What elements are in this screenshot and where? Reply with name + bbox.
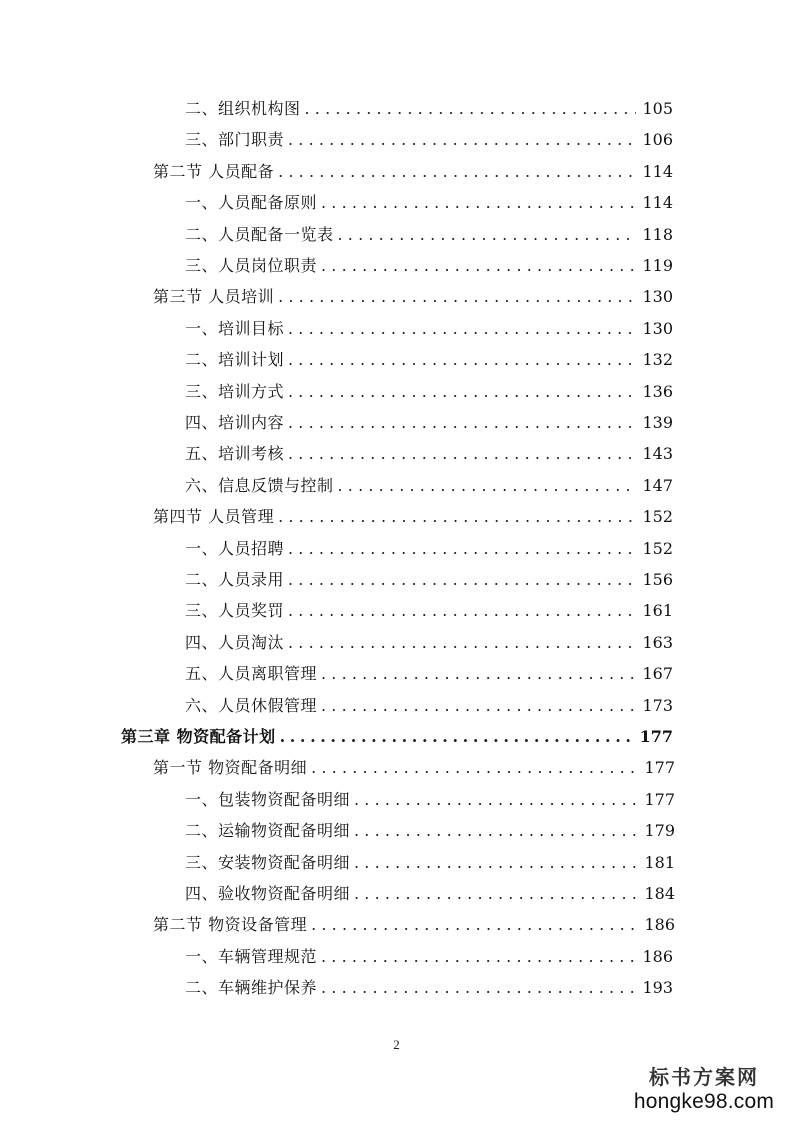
toc-entry-title: 第三章 物资配备计划 [121,727,276,746]
toc-entry-page-number: 139 [642,413,673,432]
toc-dot-leader [350,815,638,846]
toc-subsection-entry[interactable] [185,564,673,595]
toc-entry-page-number: 136 [642,381,673,401]
toc-entry-title: 二、组织机构图 [185,99,301,118]
toc-entry-page-number: 184 [644,884,675,903]
toc-dot-leader [307,752,638,783]
toc-section-entry[interactable] [153,156,673,187]
toc-entry-title: 一、培训目标 [185,318,285,338]
toc-subsection-entry[interactable] [185,533,673,564]
toc-dot-leader [284,595,636,626]
toc-entry-page-number: 118 [642,224,673,244]
toc-dot-leader [317,972,636,1003]
toc-entry-page-number: 181 [644,852,675,872]
toc-section-entry[interactable] [153,909,675,940]
toc-entry-page-number: 179 [644,821,675,841]
toc-entry-page-number: 186 [642,946,673,966]
toc-dot-leader [274,281,636,312]
toc-dot-leader [284,627,636,658]
toc-subsection-entry[interactable] [185,815,675,846]
toc-subsection-entry[interactable] [185,690,673,721]
toc-entry-title: 三、人员岗位职责 [185,256,318,275]
toc-entry-title: 一、人员配备原则 [185,193,318,213]
toc-dot-leader [317,658,636,689]
toc-subsection-entry[interactable] [185,313,673,344]
toc-entry-title: 三、安装物资配备明细 [185,852,351,872]
toc-entry-page-number: 152 [642,538,673,558]
toc-entry-page-number: 130 [642,287,673,307]
toc-dot-leader [284,124,636,155]
toc-entry-title: 四、验收物资配备明细 [185,884,351,903]
toc-entry-title: 第三节 人员培训 [153,287,275,307]
toc-entry-page-number: 167 [642,664,673,684]
toc-entry-page-number: 193 [642,978,673,998]
toc-subsection-entry[interactable] [185,187,673,218]
toc-section-entry[interactable] [153,752,675,783]
toc-dot-leader [276,721,634,752]
toc-dot-leader [274,501,636,532]
toc-dot-leader [284,376,636,407]
toc-entry-title: 第二节 人员配备 [153,161,275,181]
toc-entry-page-number: 186 [644,915,675,935]
toc-entry-title: 六、人员休假管理 [185,695,318,715]
toc-dot-leader [284,438,636,469]
toc-subsection-entry[interactable] [185,627,673,658]
toc-entry-page-number: 177 [644,789,675,809]
toc-entry-page-number: 119 [642,256,673,275]
toc-dot-leader [317,187,636,218]
toc-entry-title: 第四节 人员管理 [153,507,275,527]
toc-dot-leader [350,847,638,878]
toc-entry-page-number: 105 [642,99,673,118]
toc-dot-leader [334,470,637,501]
toc-dot-leader [317,250,636,281]
toc-chapter-entry[interactable] [121,721,673,752]
toc-subsection-entry[interactable] [185,784,675,815]
toc-entry-title: 一、车辆管理规范 [185,946,318,966]
watermark-url-text: hongke98.com [633,1090,775,1113]
toc-dot-leader [284,407,636,438]
toc-entry-page-number: 177 [644,758,675,778]
toc-entry-title: 三、培训方式 [185,381,285,401]
toc-entry-page-number: 156 [642,570,673,589]
toc-dot-leader [284,564,636,595]
toc-dot-leader [350,784,638,815]
toc-entry-page-number: 152 [642,507,673,527]
toc-subsection-entry[interactable] [185,878,675,909]
toc-dot-leader [334,219,637,250]
toc-subsection-entry[interactable] [185,407,673,438]
toc-entry-title: 四、人员淘汰 [185,632,285,652]
toc-entry-title: 五、培训考核 [185,444,285,464]
toc-dot-leader [284,344,636,375]
toc-section-entry[interactable] [153,501,673,532]
watermark-logo [629,1064,779,1114]
toc-dot-leader [350,878,638,909]
toc-entry-title: 二、人员配备一览表 [185,224,334,244]
toc-entry-page-number: 143 [642,444,673,464]
toc-subsection-entry[interactable] [185,344,673,375]
toc-entry-page-number: 130 [642,318,673,338]
toc-entry-title: 二、培训计划 [185,350,285,370]
toc-entry-page-number: 114 [642,193,673,213]
toc-entry-title: 六、信息反馈与控制 [185,475,334,495]
toc-entry-title: 二、人员录用 [185,570,285,589]
toc-entry-title: 二、运输物资配备明细 [185,821,351,841]
toc-subsection-entry[interactable] [185,219,673,250]
toc-section-entry[interactable] [153,281,673,312]
toc-entry-page-number: 177 [639,727,673,746]
toc-dot-leader [317,690,636,721]
toc-entry-title: 三、部门职责 [185,130,285,150]
toc-subsection-entry[interactable] [185,847,675,878]
toc-entry-page-number: 106 [642,130,673,150]
page-number: 2 [393,1037,400,1052]
toc-entry-page-number: 163 [642,632,673,652]
toc-dot-leader [307,909,638,940]
toc-entry-title: 四、培训内容 [185,413,285,432]
toc-dot-leader [301,93,637,124]
toc-entry-page-number: 132 [642,350,673,370]
toc-entry-page-number: 147 [642,475,673,495]
toc-entry-title: 一、人员招聘 [185,538,285,558]
toc-dot-leader [284,533,636,564]
toc-entry-title: 五、人员离职管理 [185,664,318,684]
toc-subsection-entry[interactable] [185,438,673,469]
toc-subsection-entry[interactable] [185,376,673,407]
toc-subsection-entry[interactable] [185,972,673,1003]
toc-dot-leader [317,941,636,972]
toc-dot-leader [274,156,636,187]
toc-entry-title: 第二节 物资设备管理 [153,915,308,935]
toc-subsection-entry[interactable] [185,124,673,155]
toc-entry-title: 一、包装物资配备明细 [185,789,351,809]
toc-entry-title: 第一节 物资配备明细 [153,758,308,778]
toc-entry-title: 三、人员奖罚 [185,601,285,621]
toc-entry-page-number: 161 [642,601,673,621]
toc-subsection-entry[interactable] [185,595,673,626]
toc-entry-title: 二、车辆维护保养 [185,978,318,998]
toc-subsection-entry[interactable] [185,93,673,124]
toc-subsection-entry[interactable] [185,941,673,972]
toc-entry-page-number: 114 [642,161,673,181]
toc-subsection-entry[interactable] [185,250,673,281]
watermark-cn-text: 标书方案网 [649,1065,759,1089]
toc-entry-page-number: 173 [642,695,673,715]
toc-dot-leader [284,313,636,344]
toc-subsection-entry[interactable] [185,470,673,501]
toc-subsection-entry[interactable] [185,658,673,689]
